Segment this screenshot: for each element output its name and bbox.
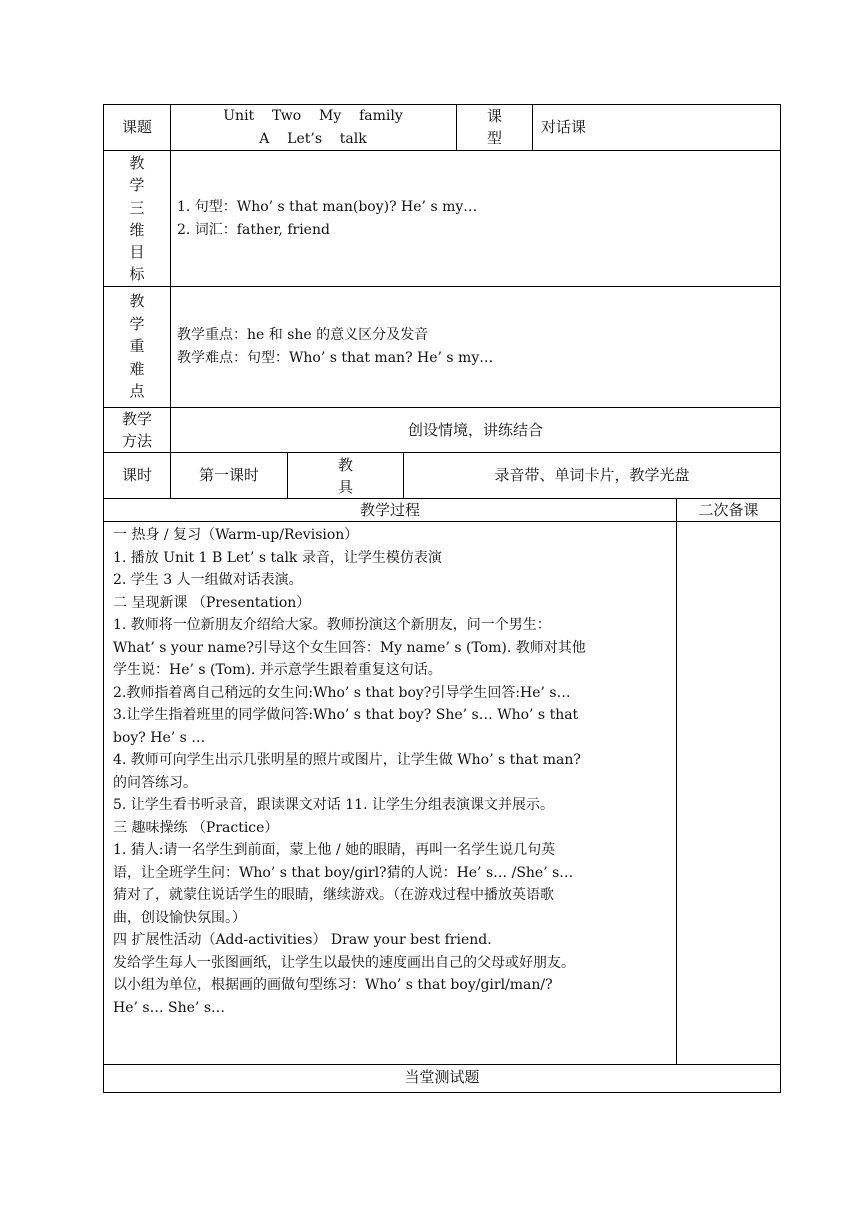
grid-line bbox=[103, 452, 781, 453]
grid-line bbox=[103, 286, 781, 287]
process-line: What’ s your name?引导这个女生回答：My name’ s (Tom). 教师对其他 bbox=[113, 639, 586, 656]
method-label: 教学 方法 bbox=[121, 410, 152, 450]
tools-label: 教 具 bbox=[337, 456, 353, 496]
process-line: 1. 猜人:请一名学生到前面，蒙上他 / 她的眼睛，再叫一名学生说几句英 bbox=[113, 842, 556, 858]
goal-line: 2. 词汇：father, friend bbox=[177, 222, 330, 238]
process-line: 1. 教师将一位新朋友介绍给大家。教师扮演这个新朋友，问一个男生： bbox=[113, 617, 551, 633]
quiz-title: 当堂测试题 bbox=[404, 1068, 480, 1086]
period-value: 第一课时 bbox=[198, 466, 259, 484]
grid-line bbox=[103, 1064, 781, 1065]
grid-line bbox=[532, 104, 533, 151]
process-line: 二 呈现新课 （Presentation） bbox=[113, 594, 311, 611]
process-line: 3.让学生指着班里的同学做问答:Who’ s that boy? She’ s… Who’ s that bbox=[113, 707, 579, 723]
process-line: 4. 教师可向学生出示几张明星的照片或图片，让学生做 Who’ s that man? bbox=[113, 752, 581, 768]
grid-line bbox=[780, 104, 781, 1093]
process-line: 以小组为单位，根据画的画做句型练习：Who’ s that boy/girl/man/? bbox=[113, 977, 553, 993]
process-line: He’ s… She’ s… bbox=[113, 999, 226, 1016]
topic-title-line1: Unit Two My family bbox=[223, 108, 403, 124]
process-line: 三 趣味操练 （Practice） bbox=[113, 819, 279, 836]
grid-line bbox=[103, 1092, 781, 1093]
grid-line bbox=[170, 150, 171, 453]
notes-title: 二次备课 bbox=[698, 501, 759, 519]
lesson-type-value: 对话课 bbox=[541, 118, 587, 136]
lesson-type-label: 课 型 bbox=[486, 107, 502, 147]
topic-label: 课题 bbox=[121, 118, 152, 136]
goals-label: 教 学 三 维 目 标 bbox=[129, 154, 145, 284]
key-points-label: 教 学 重 难 点 bbox=[129, 292, 145, 400]
grid-line bbox=[103, 407, 781, 408]
process-line: 发给学生每人一张图画纸，让学生以最快的速度画出自己的父母或好朋友。 bbox=[113, 954, 575, 971]
process-line: 猜对了，就蒙住说话学生的眼睛，继续游戏。（在游戏过程中播放英语歌 bbox=[113, 887, 554, 903]
process-line: 2. 学生 3 人一组做对话表演。 bbox=[113, 572, 303, 588]
process-line: boy? He’ s … bbox=[113, 729, 206, 746]
key-point-line: 教学难点：句型：Who’ s that man? He’ s my… bbox=[177, 350, 494, 366]
process-line: 曲，创设愉快氛围。） bbox=[113, 909, 246, 926]
key-point-line: 教学重点：he 和 she 的意义区分及发音 bbox=[177, 327, 429, 343]
process-line: 5. 让学生看书听录音，跟读课文对话 11. 让学生分组表演课文并展示。 bbox=[113, 797, 554, 813]
grid-line bbox=[170, 104, 171, 151]
process-line: 学生说：He’ s (Tom). 并示意学生跟着重复这句话。 bbox=[113, 662, 442, 678]
grid-line bbox=[676, 498, 677, 1065]
process-title: 教学过程 bbox=[359, 501, 420, 519]
process-content bbox=[113, 524, 673, 1019]
process-line: 一 热身 / 复习（Warm-up/Revision） bbox=[113, 527, 359, 543]
process-line: 的问答练习。 bbox=[113, 774, 197, 791]
method-value: 创设情境，讲练结合 bbox=[407, 421, 543, 439]
process-line: 1. 播放 Unit 1 B Let’ s talk 录音，让学生模仿表演 bbox=[113, 549, 442, 566]
period-label: 课时 bbox=[121, 466, 152, 484]
goal-line: 1. 句型：Who’ s that man(boy)? He’ s my… bbox=[177, 199, 478, 215]
process-line: 四 扩展性活动（Add-activities） Draw your best friend. bbox=[113, 932, 492, 948]
topic-title-line2: A Let’s talk bbox=[259, 131, 367, 147]
process-line: 2.教师指着离自己稍远的女生问:Who’ s that boy?引导学生回答:He’ s… bbox=[113, 684, 571, 701]
tools-value: 录音带、单词卡片，教学光盘 bbox=[494, 466, 690, 484]
process-line: 语，让全班学生问：Who’ s that boy/girl?猜的人说：He’ s… /She’ s… bbox=[113, 864, 574, 881]
